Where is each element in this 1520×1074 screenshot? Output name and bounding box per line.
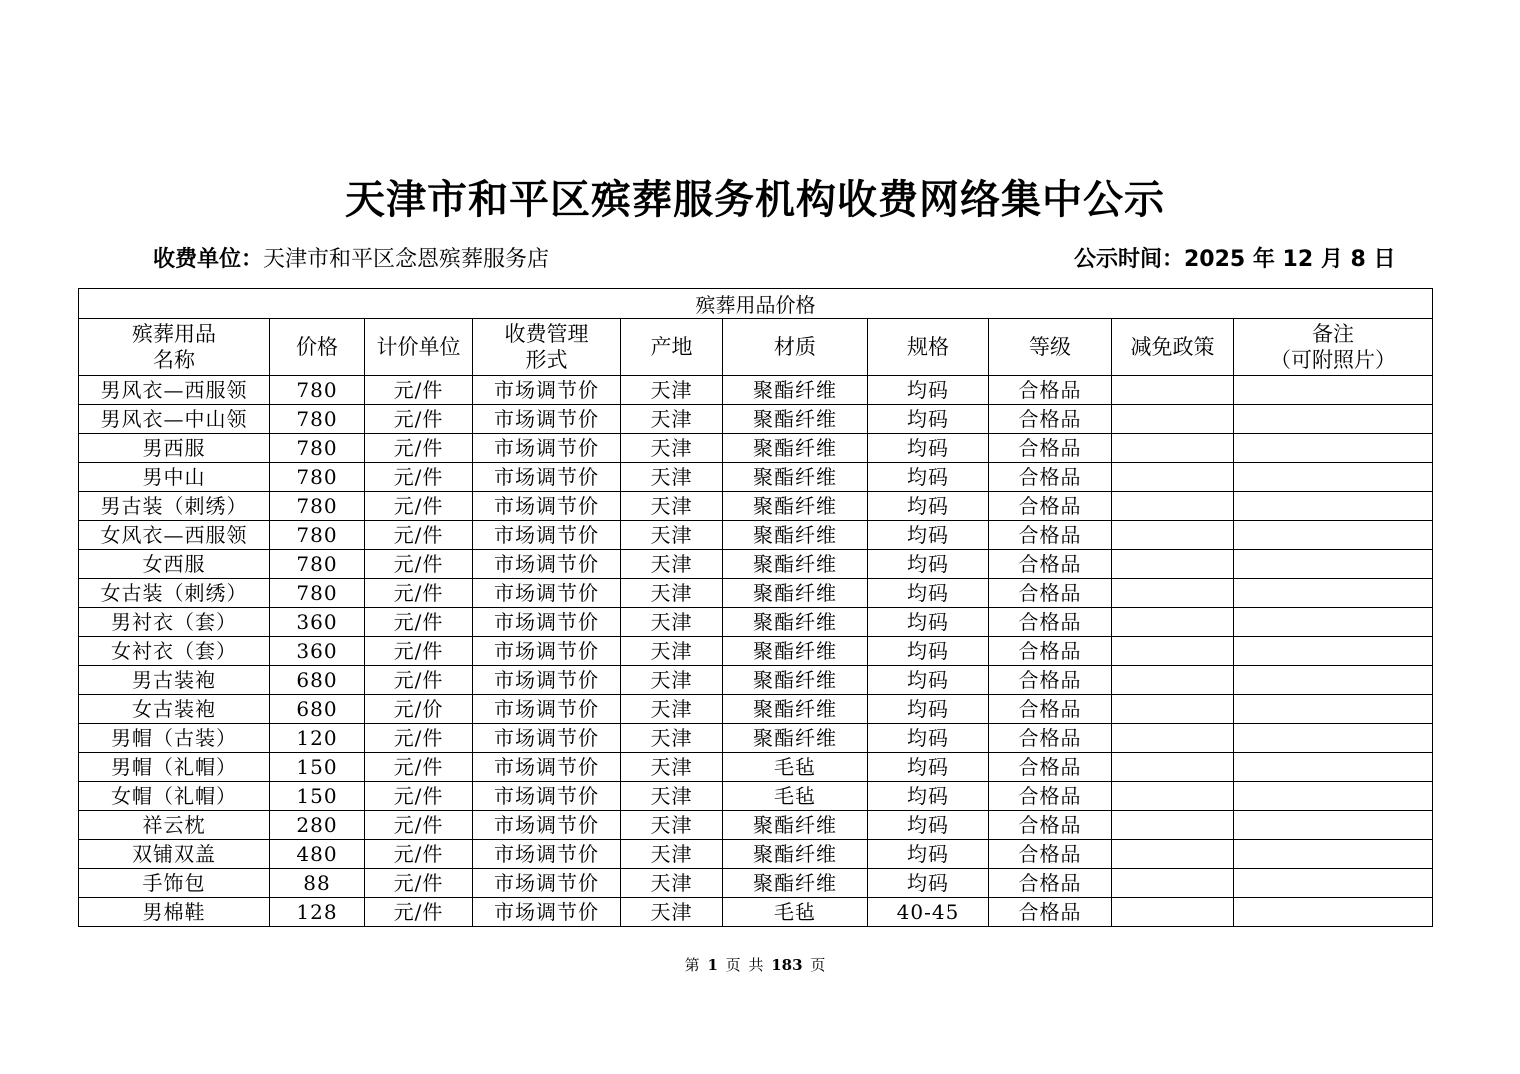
cell-price: 360 [270,608,365,637]
footer-prefix: 第 [684,956,700,974]
cell-discount [1112,869,1234,898]
header-origin: 产地 [621,319,723,376]
cell-discount [1112,898,1234,927]
cell-fee-form: 市场调节价 [473,869,621,898]
cell-unit: 元/件 [365,753,473,782]
cell-unit: 元/件 [365,463,473,492]
cell-origin: 天津 [621,724,723,753]
cell-discount [1112,753,1234,782]
cell-grade: 合格品 [989,376,1112,405]
cell-fee-form: 市场调节价 [473,550,621,579]
cell-grade: 合格品 [989,695,1112,724]
cell-origin: 天津 [621,666,723,695]
cell-unit: 元/件 [365,405,473,434]
cell-material: 聚酯纤维 [723,811,868,840]
cell-name: 男棉鞋 [79,898,270,927]
cell-price: 780 [270,521,365,550]
cell-name: 男风衣—西服领 [79,376,270,405]
cell-unit: 元/件 [365,666,473,695]
cell-price: 780 [270,376,365,405]
cell-material: 聚酯纤维 [723,463,868,492]
cell-fee-form: 市场调节价 [473,811,621,840]
cell-remark [1234,695,1433,724]
cell-material: 聚酯纤维 [723,608,868,637]
cell-fee-form: 市场调节价 [473,463,621,492]
section-title: 殡葬用品价格 [79,289,1433,319]
cell-discount [1112,492,1234,521]
header-material: 材质 [723,319,868,376]
cell-price: 150 [270,753,365,782]
cell-price: 780 [270,550,365,579]
cell-remark [1234,579,1433,608]
cell-origin: 天津 [621,840,723,869]
table-row [79,434,1433,463]
table-row [79,550,1433,579]
cell-remark [1234,753,1433,782]
cell-fee-form: 市场调节价 [473,898,621,927]
cell-price: 128 [270,898,365,927]
cell-material: 聚酯纤维 [723,521,868,550]
cell-material: 聚酯纤维 [723,492,868,521]
table-row [79,521,1433,550]
cell-name: 男古装袍 [79,666,270,695]
cell-grade: 合格品 [989,782,1112,811]
fee-unit [153,244,549,276]
cell-fee-form: 市场调节价 [473,782,621,811]
footer-suffix: 页 [810,956,826,974]
cell-origin: 天津 [621,811,723,840]
cell-spec: 均码 [868,811,989,840]
cell-grade: 合格品 [989,492,1112,521]
cell-grade: 合格品 [989,724,1112,753]
header-row [79,319,1433,376]
cell-spec: 均码 [868,376,989,405]
cell-name: 女古装（刺绣） [79,579,270,608]
cell-spec: 均码 [868,492,989,521]
cell-origin: 天津 [621,376,723,405]
cell-origin: 天津 [621,550,723,579]
cell-name: 女古装袍 [79,695,270,724]
page-title: 天津市和平区殡葬服务机构收费网络集中公示 [345,176,1165,223]
cell-grade: 合格品 [989,637,1112,666]
cell-grade: 合格品 [989,666,1112,695]
cell-price: 150 [270,782,365,811]
header-grade: 等级 [989,319,1112,376]
cell-unit: 元/件 [365,898,473,927]
cell-unit: 元/件 [365,434,473,463]
cell-origin: 天津 [621,753,723,782]
cell-remark [1234,666,1433,695]
cell-spec: 均码 [868,840,989,869]
header-remark: 备注 （可附照片） [1234,319,1433,376]
cell-material: 聚酯纤维 [723,869,868,898]
cell-unit: 元/件 [365,811,473,840]
cell-price: 88 [270,869,365,898]
cell-origin: 天津 [621,434,723,463]
cell-remark [1234,608,1433,637]
table-row [79,869,1433,898]
cell-discount [1112,840,1234,869]
cell-name: 男衬衣（套） [79,608,270,637]
cell-name: 男帽（礼帽） [79,753,270,782]
cell-grade: 合格品 [989,579,1112,608]
table-row [79,405,1433,434]
cell-spec: 均码 [868,753,989,782]
cell-spec: 均码 [868,695,989,724]
cell-remark [1234,550,1433,579]
cell-name: 男西服 [79,434,270,463]
cell-grade: 合格品 [989,811,1112,840]
cell-grade: 合格品 [989,405,1112,434]
table-row [79,753,1433,782]
cell-spec: 均码 [868,434,989,463]
cell-fee-form: 市场调节价 [473,666,621,695]
cell-grade: 合格品 [989,434,1112,463]
cell-fee-form: 市场调节价 [473,608,621,637]
cell-origin: 天津 [621,492,723,521]
cell-remark [1234,463,1433,492]
cell-spec: 均码 [868,724,989,753]
cell-price: 680 [270,666,365,695]
footer-middle: 页 共 [725,956,764,974]
cell-material: 毛毡 [723,753,868,782]
header-fee-form: 收费管理 形式 [473,319,621,376]
cell-discount [1112,608,1234,637]
cell-remark [1234,521,1433,550]
cell-grade: 合格品 [989,550,1112,579]
cell-material: 毛毡 [723,898,868,927]
cell-material: 聚酯纤维 [723,376,868,405]
cell-unit: 元/件 [365,521,473,550]
cell-spec: 均码 [868,608,989,637]
cell-grade: 合格品 [989,898,1112,927]
cell-unit: 元/件 [365,840,473,869]
cell-grade: 合格品 [989,608,1112,637]
cell-name: 手饰包 [79,869,270,898]
cell-material: 聚酯纤维 [723,724,868,753]
cell-unit: 元/件 [365,492,473,521]
cell-fee-form: 市场调节价 [473,376,621,405]
cell-material: 聚酯纤维 [723,840,868,869]
table-row [79,376,1433,405]
cell-remark [1234,869,1433,898]
cell-spec: 均码 [868,405,989,434]
cell-grade: 合格品 [989,869,1112,898]
cell-fee-form: 市场调节价 [473,521,621,550]
cell-remark [1234,492,1433,521]
cell-spec: 均码 [868,521,989,550]
cell-grade: 合格品 [989,463,1112,492]
table-row [79,695,1433,724]
cell-name: 男风衣—中山领 [79,405,270,434]
header-discount: 减免政策 [1112,319,1234,376]
table-row [79,492,1433,521]
cell-price: 280 [270,811,365,840]
cell-spec: 均码 [868,637,989,666]
cell-discount [1112,637,1234,666]
cell-origin: 天津 [621,869,723,898]
cell-unit: 元/件 [365,869,473,898]
cell-fee-form: 市场调节价 [473,434,621,463]
cell-fee-form: 市场调节价 [473,492,621,521]
cell-price: 780 [270,492,365,521]
cell-price: 360 [270,637,365,666]
cell-spec: 均码 [868,579,989,608]
cell-discount [1112,811,1234,840]
cell-origin: 天津 [621,405,723,434]
cell-material: 毛毡 [723,782,868,811]
cell-remark [1234,376,1433,405]
cell-spec: 40-45 [868,898,989,927]
cell-remark [1234,405,1433,434]
cell-remark [1234,811,1433,840]
cell-material: 聚酯纤维 [723,405,868,434]
cell-name: 双铺双盖 [79,840,270,869]
fee-unit-label: 收费单位： [153,247,264,272]
cell-discount [1112,579,1234,608]
publish-date: 公示时间：2025 年 12 月 8 日 [1074,247,1396,272]
cell-grade: 合格品 [989,840,1112,869]
cell-unit: 元/件 [365,608,473,637]
cell-remark [1234,782,1433,811]
table-row [79,637,1433,666]
table-row [79,811,1433,840]
cell-spec: 均码 [868,869,989,898]
cell-discount [1112,666,1234,695]
footer-total-pages: 183 [771,956,803,974]
page-footer [0,954,1510,976]
cell-price: 780 [270,579,365,608]
fee-unit-value: 天津市和平区念恩殡葬服务店 [263,247,550,272]
price-table [78,288,1433,927]
cell-price: 480 [270,840,365,869]
cell-remark [1234,637,1433,666]
cell-fee-form: 市场调节价 [473,753,621,782]
cell-name: 女帽（礼帽） [79,782,270,811]
cell-remark [1234,434,1433,463]
cell-fee-form: 市场调节价 [473,840,621,869]
table-row [79,608,1433,637]
cell-grade: 合格品 [989,753,1112,782]
cell-remark [1234,898,1433,927]
cell-origin: 天津 [621,579,723,608]
cell-discount [1112,405,1234,434]
header-name: 殡葬用品 名称 [79,319,270,376]
table-row [79,782,1433,811]
cell-material: 聚酯纤维 [723,550,868,579]
table-row [79,724,1433,753]
cell-material: 聚酯纤维 [723,434,868,463]
cell-unit: 元/件 [365,724,473,753]
cell-unit: 元/件 [365,637,473,666]
cell-grade: 合格品 [989,521,1112,550]
section-row [79,289,1433,319]
cell-price: 780 [270,405,365,434]
cell-name: 祥云枕 [79,811,270,840]
cell-name: 男古装（刺绣） [79,492,270,521]
cell-remark [1234,724,1433,753]
cell-discount [1112,782,1234,811]
cell-price: 780 [270,434,365,463]
cell-price: 120 [270,724,365,753]
cell-discount [1112,550,1234,579]
cell-discount [1112,521,1234,550]
cell-spec: 均码 [868,666,989,695]
table-row [79,898,1433,927]
header-spec: 规格 [868,319,989,376]
cell-unit: 元/件 [365,550,473,579]
cell-origin: 天津 [621,463,723,492]
cell-spec: 均码 [868,463,989,492]
cell-name: 女衬衣（套） [79,637,270,666]
cell-remark [1234,840,1433,869]
cell-discount [1112,695,1234,724]
cell-origin: 天津 [621,608,723,637]
cell-fee-form: 市场调节价 [473,695,621,724]
cell-unit: 元/件 [365,579,473,608]
table-row [79,579,1433,608]
cell-fee-form: 市场调节价 [473,579,621,608]
table-row [79,666,1433,695]
cell-material: 聚酯纤维 [723,695,868,724]
cell-origin: 天津 [621,637,723,666]
cell-material: 聚酯纤维 [723,637,868,666]
cell-price: 680 [270,695,365,724]
cell-origin: 天津 [621,898,723,927]
cell-spec: 均码 [868,782,989,811]
cell-unit: 元/件 [365,782,473,811]
cell-discount [1112,434,1234,463]
cell-origin: 天津 [621,782,723,811]
cell-fee-form: 市场调节价 [473,637,621,666]
header-price: 价格 [270,319,365,376]
cell-origin: 天津 [621,695,723,724]
cell-name: 男中山 [79,463,270,492]
cell-discount [1112,724,1234,753]
header-unit: 计价单位 [365,319,473,376]
footer-page-number: 1 [707,956,718,974]
cell-spec: 均码 [868,550,989,579]
cell-discount [1112,463,1234,492]
cell-name: 女西服 [79,550,270,579]
cell-origin: 天津 [621,521,723,550]
cell-name: 女风衣—西服领 [79,521,270,550]
cell-name: 男帽（古装） [79,724,270,753]
cell-unit: 元/价 [365,695,473,724]
cell-price: 780 [270,463,365,492]
cell-unit: 元/件 [365,376,473,405]
cell-discount [1112,376,1234,405]
cell-fee-form: 市场调节价 [473,724,621,753]
cell-material: 聚酯纤维 [723,579,868,608]
cell-material: 聚酯纤维 [723,666,868,695]
table-row [79,463,1433,492]
cell-fee-form: 市场调节价 [473,405,621,434]
table-row [79,840,1433,869]
